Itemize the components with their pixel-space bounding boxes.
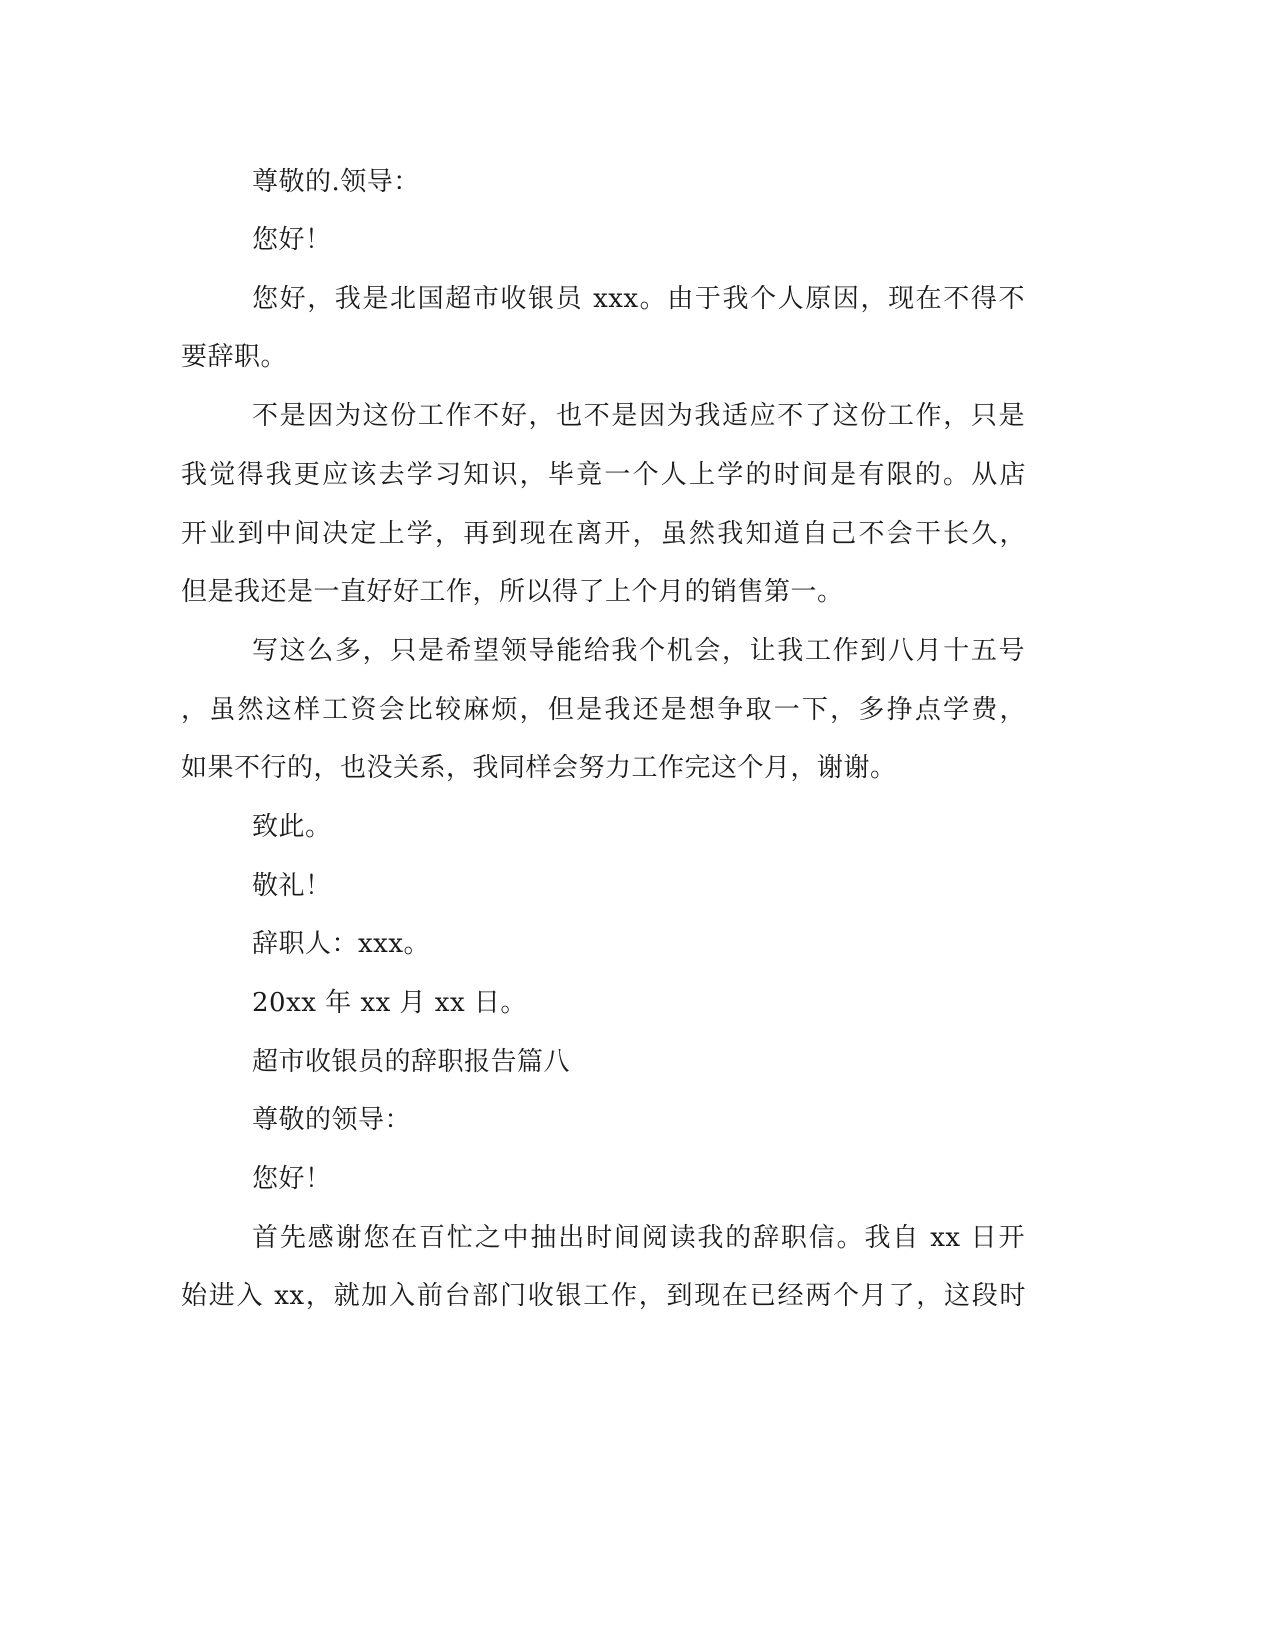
signature-line: 辞职人：xxx。: [252, 929, 430, 959]
paragraph-1-line-1: 您好，我是北国超市收银员 xxx。由于我个人原因，现在不得不: [252, 284, 1025, 314]
section-heading: 超市收银员的辞职报告篇八: [252, 1047, 571, 1077]
paragraph-2-line-1: 不是因为这份工作不好，也不是因为我适应不了这份工作，只是: [252, 401, 1025, 431]
paragraph-4-line-1: 首先感谢您在百忙之中抽出时间阅读我的辞职信。我自 xx 日开: [252, 1223, 1025, 1253]
closing-line: 致此。: [252, 812, 332, 842]
paragraph-2-line-2: 我觉得我更应该去学习知识，毕竟一个人上学的时间是有限的。从店: [181, 460, 1026, 490]
paragraph-1-line-2: 要辞职。: [181, 342, 288, 372]
paragraph-3-line-1: 写这么多，只是希望领导能给我个机会，让我工作到八月十五号: [252, 636, 1025, 666]
salutation-2: 尊敬的领导：: [252, 1105, 412, 1135]
date-line: 20xx 年 xx 月 xx 日。: [252, 988, 527, 1018]
greeting-2: 您好！: [252, 1164, 332, 1194]
salutation: 尊敬的.领导：: [252, 167, 420, 197]
paragraph-2-line-4: 但是我还是一直好好工作，所以得了上个月的销售第一。: [181, 577, 844, 607]
paragraph-4-line-2: 始进入 xx，就加入前台部门收银工作，到现在已经两个月了，这段时: [181, 1281, 1026, 1311]
paragraph-2-line-3: 开业到中间决定上学，再到现在离开，虽然我知道自己不会干长久，: [181, 519, 1026, 549]
paragraph-3-line-2: ，虽然这样工资会比较麻烦，但是我还是想争取一下，多挣点学费，: [181, 695, 1026, 725]
greeting: 您好！: [252, 225, 332, 255]
regards-line: 敬礼！: [252, 871, 332, 901]
paragraph-3-line-3: 如果不行的，也没关系，我同样会努力工作完这个月，谢谢。: [181, 753, 897, 783]
